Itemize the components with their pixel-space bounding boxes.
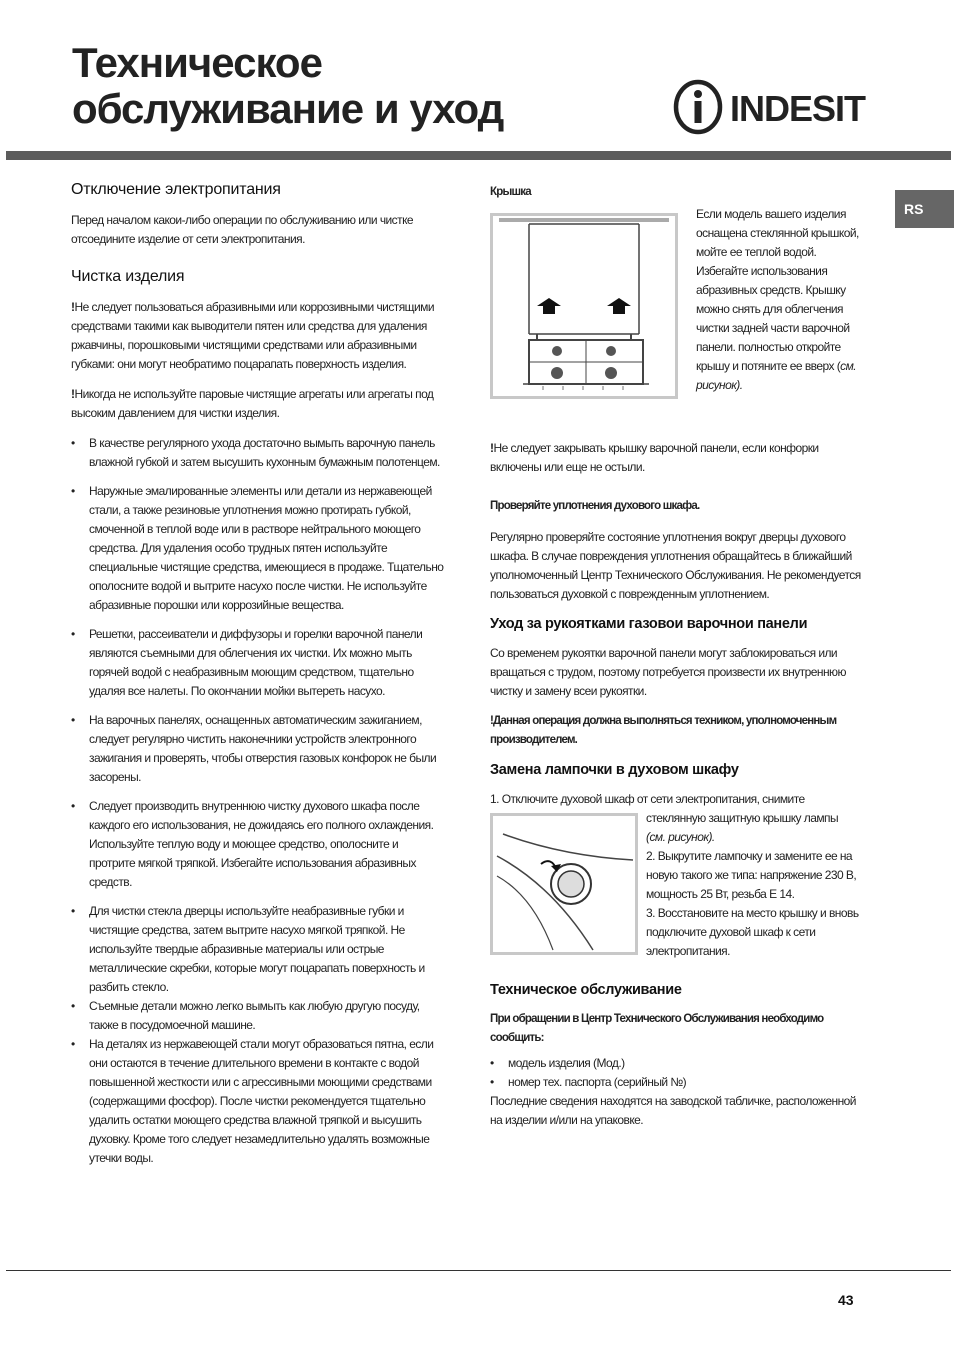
lid-text: Если модель вашего изделия оснащена стеклянной крышкой, мойте ее теплой водой. Избегайте использования абразивных средств. Крышку можно снять для облегчения чистки задней части варочной панели. полностью откройте крышу и потяните ее вверх (см. рисунок). bbox=[696, 207, 859, 392]
footer-divider bbox=[6, 1270, 951, 1271]
lamp-section bbox=[490, 809, 865, 958]
service-text: Последние сведения находятся на заводской табличке, расположенной на изделии и/или на упаковке. bbox=[490, 1094, 856, 1127]
warning-steam: !Никогда не используйте паровые чистящие агрегаты или агрегаты под высоким давлением для чистки изделия. bbox=[71, 387, 434, 420]
lid-heading: Крышка bbox=[490, 186, 531, 198]
warning-icon: ! bbox=[71, 300, 75, 314]
lamp-step-3: 3. Восстановите на место крышку и вновь подключите духовой шкаф к сети электропитания. bbox=[646, 906, 859, 958]
list-item: • номер тех. паспорта (серийный №) bbox=[490, 1073, 865, 1092]
list-item: • Наружные эмалированные элементы или детали из нержавеющей стали, а также резиновые уплотнения можно протирать губкой, смоченной в теплой воде или в растворе нейтрального моющего средства. Для удаления особо трудных пятен используйте специальные чистящие средства, имеющиеся в продаже. Тщательно ополосните водой и вытрите насухо после чистки. Не используйте абразивные порошки или коррозийные вещества. bbox=[71, 482, 446, 615]
warning-icon: ! bbox=[71, 387, 75, 401]
page-number: 43 bbox=[838, 1292, 854, 1308]
list-item: • Следует производить внутреннюю чистку духового шкафа после каждого его использования, не дожидаясь его полного охлаждения. Используйте теплую воду и моющее средство, ополосните и протрите мягкой тряпкой. Избегайте использования абразивных средств. bbox=[71, 797, 446, 892]
cleaning-list-continued bbox=[71, 902, 446, 1168]
title-line-1: Техническое bbox=[72, 39, 322, 86]
warning-icon: ! bbox=[490, 715, 494, 727]
language-tab: RS bbox=[895, 190, 954, 228]
section-heading-cleaning: Чистка изделия bbox=[71, 268, 185, 285]
lamp-steps: стеклянную защитную крышку лампы (см. рисунок). 2. Выкрутите лампочку и замените ее на новую такого же типа: напряжение 230 В, мощность 25 Вт, резьба Е 14. 3. Восстановите на место крышку и вновь подключите духовой шкаф к сети электропитания. bbox=[646, 809, 866, 961]
brand-name: INDESIT bbox=[730, 88, 866, 129]
list-item: • На деталях из нержавеющей стали могут образоваться пятна, если они остаются в течение длительного времени в контакте с водой повышенной жесткости или с агрессивными моющими средствами (содержащими фосфор). После чистки рекомендуется тщательно удалить остатки моющего средства влажной тряпкой и высушить духовку. Кроме того следует незамедлительно удалять возможные утечки воды. bbox=[71, 1035, 446, 1168]
seal-heading: Проверяйте уплотнения духового шкафа. bbox=[490, 500, 700, 512]
header-divider bbox=[6, 151, 951, 160]
lamp-illustration bbox=[490, 813, 638, 955]
lid-section bbox=[490, 183, 865, 439]
page-title bbox=[72, 40, 503, 132]
cleaning-list bbox=[71, 434, 446, 892]
list-item: • модель изделия (Мод.) bbox=[490, 1054, 865, 1073]
section-heading-knobs: Уход за рукоятками газовои варочнои панели bbox=[490, 616, 808, 632]
list-item: • В качестве регулярного ухода достаточно вымыть варочную панель влажной губкой и затем высушить кухонным бумажным полотенцем. bbox=[71, 434, 446, 472]
brand-logo bbox=[672, 78, 872, 136]
oven-lamp-icon bbox=[493, 816, 635, 952]
lid-illustration bbox=[490, 213, 678, 399]
section-heading-service: Техническое обслуживание bbox=[490, 982, 682, 998]
power-off-text: Перед началом какои-либо операции по обслуживанию или чистке отсоедините изделие от сети электропитания. bbox=[71, 213, 414, 246]
knobs-text: Со временем рукоятки варочной панели могут заблокироваться или вращаться с трудом, поэтому потребуется произвести их внутреннюю чистку и замену всеи рукоятки. bbox=[490, 646, 846, 698]
warning-abrasive: !Не следует пользоваться абразивными или коррозивными чистящими средствами такими как выводители пятен или средства для удаления ржавчины, порошковыми чистящими средствами или абразивными губками: они могут необратимо поцарапать поверхность изделия. bbox=[71, 300, 435, 371]
hob-lid-icon bbox=[493, 216, 675, 396]
service-list bbox=[490, 1054, 865, 1092]
section-heading-power-off: Отключение электропитания bbox=[71, 181, 281, 198]
logo-mark-icon bbox=[672, 78, 724, 136]
list-item: • Для чистки стекла дверцы используйте неабразивные губки и чистящие средства, затем вытрите насухо мягкой тряпкой. Не используйте твердые абразивные материалы или острые металлические скребки, которые могут поцарапать поверхность и разбить стекло. bbox=[71, 902, 446, 997]
lid-warning: !Не следует закрывать крышку варочной панели, если конфорки включены или еще не остыли. bbox=[490, 441, 819, 474]
warning-icon: ! bbox=[490, 441, 494, 455]
section-heading-lamp: Замена лампочки в духовом шкафу bbox=[490, 762, 739, 778]
list-item: • Решетки, рассеиватели и диффузоры и горелки варочной панели являются съемными для облегчения их чистки. Их можно мыть горячей водой с неабразивным моющим средством, тщательно удаляя все налеты. По окончании мойки вытереть насухо. bbox=[71, 625, 446, 701]
list-item: • На варочных панелях, оснащенных автоматическим зажиганием, следует регулярно чистить наконечники устройств электронного зажигания и проверять, чтобы отверстия газовых конфорок не были засорены. bbox=[71, 711, 446, 787]
service-intro: При обращении в Центр Технического Обслуживания необходимо сообщить: bbox=[490, 1013, 824, 1044]
lamp-step-2: 2. Выкрутите лампочку и замените ее на новую такого же типа: напряжение 230 В, мощность 25 Вт, резьба Е 14. bbox=[646, 849, 857, 901]
title-line-2: обслуживание и уход bbox=[72, 85, 504, 132]
right-column bbox=[490, 183, 865, 1141]
left-column bbox=[71, 180, 446, 1168]
seal-text: Регулярно проверяйте состояние уплотнения вокруг дверцы духового шкафа. В случае повреждения уплотнения обращайтесь в ближайший уполномоченный Центр Технического Обслуживания. Не рекомендуется пользоваться духовкой с поврежденным уплотнением. bbox=[490, 530, 861, 601]
lamp-step-1-line: 1. Отключите духовой шкаф от сети электропитания, снимите bbox=[490, 792, 805, 806]
list-item: • Съемные детали можно легко вымыть как любую другую посуду, также в посудомоечной машине. bbox=[71, 997, 446, 1035]
knobs-warning: !Данная операция должна выполняться техником, уполномоченным производителем. bbox=[490, 715, 837, 746]
